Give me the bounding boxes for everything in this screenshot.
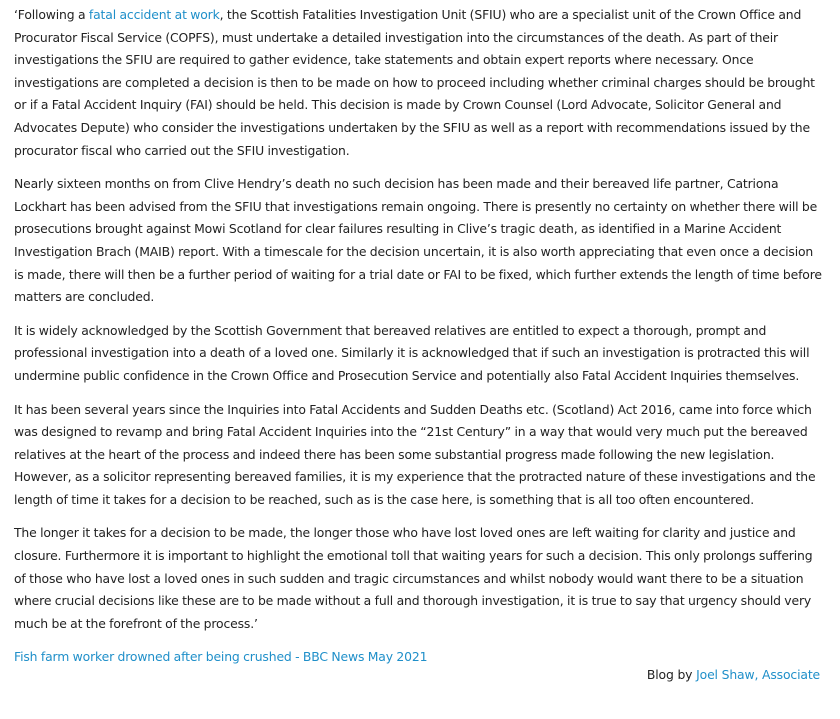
- article-body: [14, 4, 826, 680]
- bbc-news-source-link[interactable]: Fish farm worker drowned after being crushed - BBC News May 2021: [14, 649, 428, 665]
- paragraph-1: [14, 4, 826, 162]
- paragraph-2: Nearly sixteen months on from Clive Hendry’s death no such decision has been made and their bereaved life partner, Catriona Lockhart has been advised from the SFIU that investigations remain ongoing. There is presently no certainty on whether there will be prosecutions brought against Mowi Scotland for clear failures resulting in Clive’s tragic death, as identified in a Marine Accident Investigation Brach (MAIB) report. With a timescale for the decision uncertain, it is also worth appreciating that even once a decision is made, there will then be a further period of waiting for a trial date or FAI to be fixed, which further extends the length of time before matters are concluded.: [14, 176, 822, 305]
- author-link[interactable]: Joel Shaw, Associate: [696, 667, 820, 682]
- paragraph-1-rest: , the Scottish Fatalities Investigation Unit (SFIU) who are a specialist unit of the Crown Office and Procurator Fiscal Service (COPFS), must undertake a detailed investigation into the circumstances of the death. As part of their investigations the SFIU are required to gather evidence, take statements and obtain expert reports where necessary. Once investigations are completed a decision is then to be made on how to proceed including whether criminal charges should be brought or if a Fatal Accident Inquiry (FAI) should be held. This decision is made by Crown Counsel (Lord Advocate, Solicitor General and Advocates Depute) who consider the investigations undertaken by the SFIU as well as a report with recommendations issued by the procurator fiscal who carried out the SFIU investigation.: [14, 7, 815, 158]
- paragraph-4: It has been several years since the Inquiries into Fatal Accidents and Sudden Deaths etc. (Scotland) Act 2016, came into force which was designed to revamp and bring Fatal Accident Inquiries into the “21st Century” in a way that would very much put the bereaved relatives at the heart of the process and indeed there has been some substantial progress made following the new legislation. However, as a solicitor representing bereaved families, it is my experience that the protracted nature of these investigations and the length of time it takes for a decision to be reached, such as is the case here, is something that is all too often encountered.: [14, 401, 816, 507]
- paragraph-1-open: ‘Following a: [14, 7, 89, 22]
- byline-prefix: Blog by: [646, 667, 697, 682]
- byline: [647, 664, 820, 686]
- paragraph-5: The longer it takes for a decision to be made, the longer those who have lost loved ones are left waiting for clarity and justice and closure. Furthermore it is important to highlight the emotional toll that waiting years for such a decision. This only prolongs suffering of those who have lost a loved ones in such sudden and tragic circumstances and whilst nobody would want there to be a situation where crucial decisions like these are to be made without a full and thorough investigation, it is true to say that urgency should very much be at the forefront of the process.’: [14, 525, 813, 631]
- paragraph-3: It is widely acknowledged by the Scottish Government that bereaved relatives are entitled to expect a thorough, prompt and professional investigation into a death of a loved one. Similarly it is acknowledged that if such an investigation is protracted this will undermine public confidence in the Crown Office and Prosecution Service and potentially also Fatal Accident Inquiries themselves.: [14, 322, 810, 383]
- fatal-accident-link[interactable]: fatal accident at work: [88, 7, 220, 22]
